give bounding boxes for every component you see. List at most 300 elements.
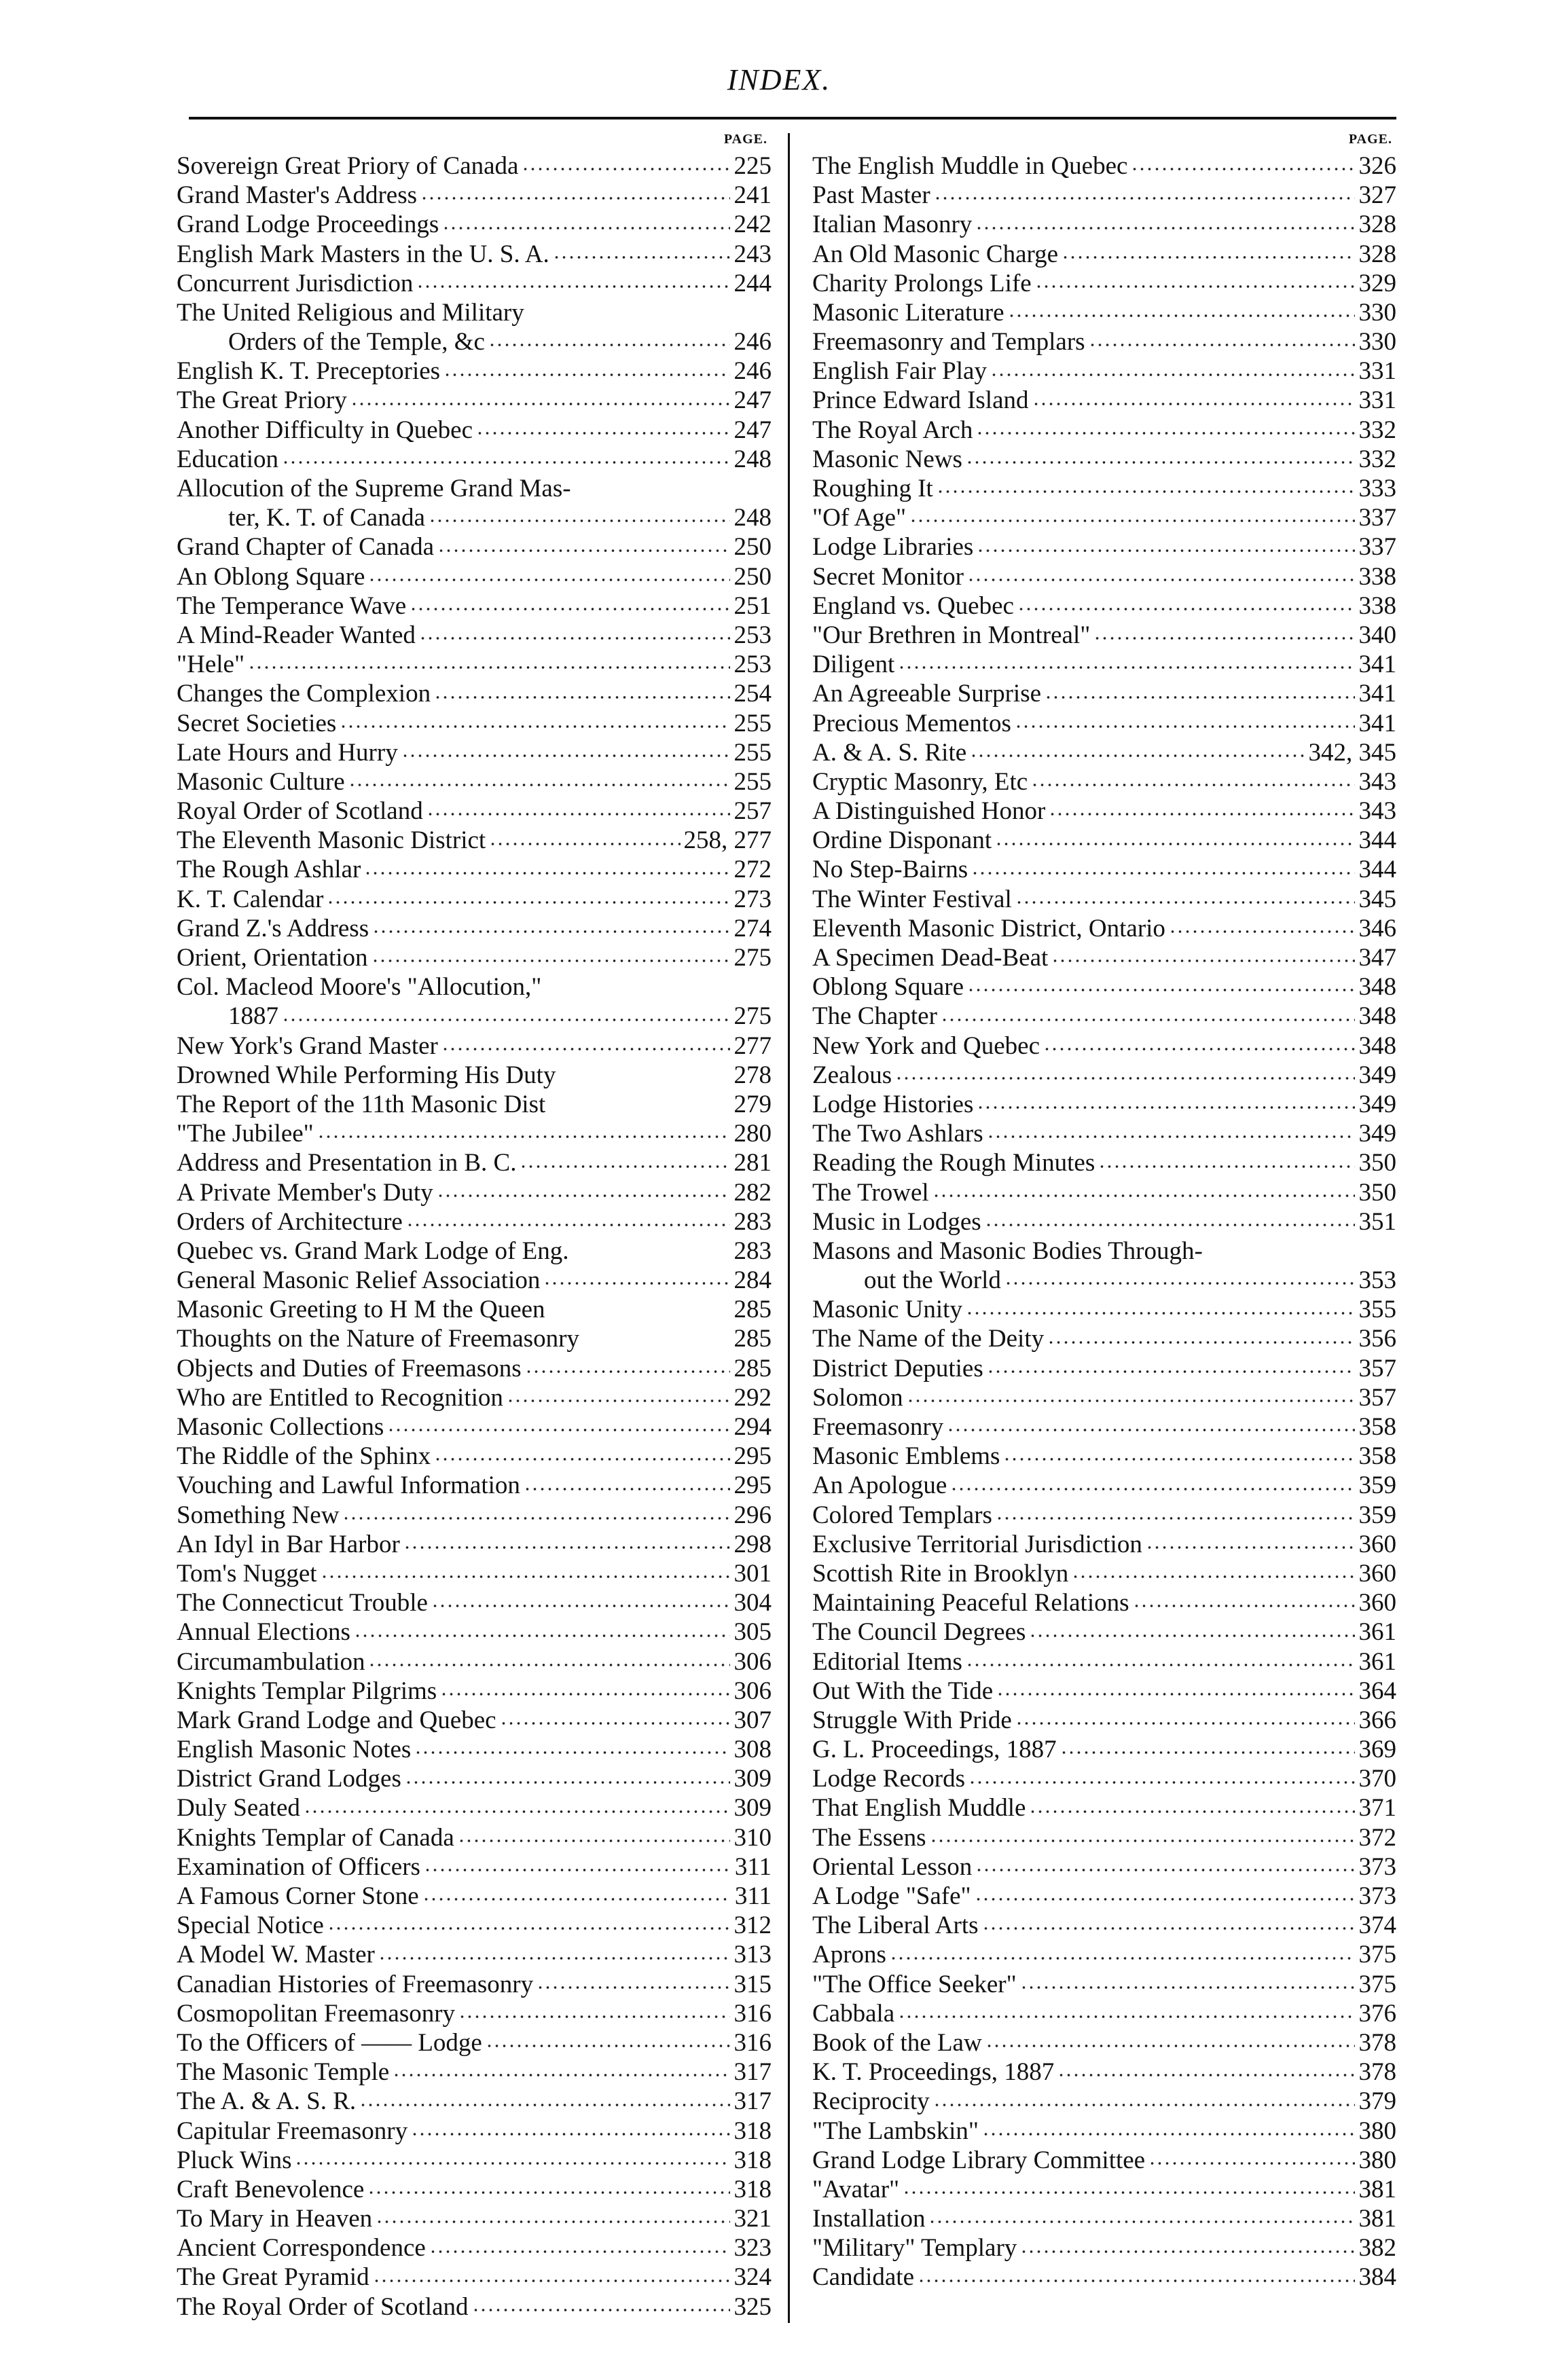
entry-page-number: 372 [1358, 1823, 1396, 1852]
index-entry [177, 797, 772, 826]
entry-title: That English Muddle [812, 1794, 1026, 1823]
index-entry [812, 1471, 1396, 1500]
entry-title: Reciprocity [812, 2087, 930, 2116]
dot-leader [990, 371, 1355, 379]
index-entry [177, 1354, 772, 1383]
entry-page-number: 348 [1358, 973, 1396, 1002]
dot-leader [1020, 1983, 1355, 1992]
entry-page-number: 248 [733, 445, 772, 473]
entry-title: Orient, Orientation [177, 944, 368, 972]
entry-title: Masonic Culture [177, 767, 345, 796]
index-entry [177, 1383, 772, 1412]
entry-title: Something New [177, 1501, 340, 1529]
dot-leader [295, 2159, 730, 2167]
entry-page-number: 381 [1358, 2205, 1396, 2233]
dot-leader [1031, 781, 1355, 789]
entry-title: Royal Order of Scotland [177, 797, 423, 826]
entry-title: G. L. Proceedings, 1887 [812, 1736, 1057, 1764]
dot-leader [342, 1514, 730, 1522]
dot-leader [898, 2013, 1355, 2021]
entry-page-number: 321 [733, 2205, 772, 2233]
index-entry [177, 532, 772, 562]
entry-page-number: 248 [733, 504, 772, 532]
dot-leader [378, 1954, 730, 1962]
dot-leader [416, 282, 730, 291]
dot-leader [437, 547, 730, 555]
index-entry [177, 562, 772, 591]
entry-title: A Private Member's Duty [177, 1178, 433, 1207]
entry-page-number: 282 [733, 1178, 772, 1207]
dot-leader [422, 1895, 730, 1903]
index-entry [177, 679, 772, 708]
index-entry [177, 2204, 772, 2233]
index-list-left [177, 151, 772, 2322]
dot-leader [376, 2218, 730, 2226]
index-entry [812, 679, 1396, 708]
index-entry [812, 1148, 1396, 1177]
index-entry [812, 709, 1396, 738]
dot-leader [976, 429, 1355, 437]
entry-title: K. T. Proceedings, 1887 [812, 2058, 1055, 2087]
index-entry [812, 2233, 1396, 2263]
index-entry [812, 1852, 1396, 1882]
entry-title: Orders of Architecture [177, 1207, 403, 1236]
entry-page-number: 285 [733, 1296, 772, 1324]
dot-leader [359, 2101, 730, 2109]
index-entry [812, 1677, 1396, 1706]
entry-page-number: 274 [733, 914, 772, 942]
entry-title: Lodge Histories [812, 1090, 974, 1118]
index-entry [177, 1559, 772, 1588]
dot-leader [524, 1485, 730, 1493]
dot-leader [975, 1866, 1355, 1874]
index-entry [812, 445, 1396, 474]
dot-leader [282, 458, 730, 466]
dot-leader [368, 1661, 730, 1669]
index-entry [177, 1325, 772, 1354]
entry-page-number: 331 [1358, 357, 1396, 386]
entry-title: The Two Ashlars [812, 1120, 983, 1148]
entry-title: Col. Macleod Moore's "Allocution," [177, 973, 542, 1002]
entry-page-number: 278 [733, 1061, 772, 1089]
dot-leader [1004, 1279, 1355, 1287]
entry-page-number: 316 [733, 1999, 772, 2028]
entry-title: Oriental Lesson [812, 1852, 973, 1881]
dot-leader [1029, 1632, 1355, 1640]
entry-title: The A. & A. S. R. [177, 2087, 357, 2116]
entry-page-number: 340 [1358, 621, 1396, 649]
index-entry [812, 386, 1396, 416]
dot-leader [406, 1221, 730, 1229]
index-entry [812, 1794, 1396, 1823]
index-entry [812, 240, 1396, 269]
index-entry [177, 1178, 772, 1207]
entry-page-number: 360 [1358, 1530, 1396, 1558]
entry-page-number: 295 [733, 1471, 772, 1500]
entry-page-number: 328 [1358, 210, 1396, 239]
entry-page-number: 311 [734, 1882, 772, 1911]
entry-title: Lodge Records [812, 1765, 966, 1793]
index-entry [812, 1882, 1396, 1911]
dot-leader [937, 488, 1355, 496]
entry-title: Freemasonry [812, 1413, 944, 1442]
dot-leader [918, 2277, 1355, 2285]
dot-leader [525, 1368, 730, 1376]
entry-title: Reading the Rough Minutes [812, 1149, 1095, 1177]
index-entry [177, 2028, 772, 2057]
entry-page-number: 357 [1358, 1354, 1396, 1383]
index-entry [177, 240, 772, 269]
entry-page-number: 349 [1358, 1090, 1396, 1118]
entry-title: A Famous Corner Stone [177, 1882, 419, 1911]
entry-page-number: 244 [733, 269, 772, 297]
entry-title: Charity Prolongs Life [812, 269, 1032, 297]
dot-leader [1020, 2248, 1355, 2256]
entry-page-number: 284 [733, 1266, 772, 1295]
index-entry [177, 650, 772, 679]
entry-title: Oblong Square [812, 973, 964, 1002]
dot-leader [282, 1016, 730, 1024]
entry-page-number: 374 [1358, 1911, 1396, 1940]
entry-title: District Grand Lodges [177, 1765, 401, 1793]
entry-page-number: 298 [733, 1530, 772, 1558]
dot-leader [995, 840, 1355, 848]
index-entry [177, 269, 772, 298]
entry-page-number: 378 [1358, 2028, 1396, 2057]
dot-leader [488, 341, 730, 349]
index-entry [177, 2057, 772, 2087]
dot-leader [507, 1397, 730, 1405]
dot-leader [327, 1924, 730, 1933]
dot-leader [248, 663, 730, 672]
index-entry [812, 532, 1396, 562]
dot-leader [373, 2277, 730, 2285]
entry-page-number: 309 [733, 1794, 772, 1823]
dot-leader [372, 957, 730, 965]
dot-leader [575, 488, 730, 496]
index-entry [812, 416, 1396, 445]
index-entry [812, 1325, 1396, 1354]
entry-page-number: 360 [1358, 1589, 1396, 1617]
dot-leader [975, 1895, 1355, 1903]
entry-page-number: 247 [733, 416, 772, 444]
dot-leader [321, 1573, 730, 1581]
entry-title: Secret Societies [177, 709, 337, 737]
index-entry [177, 1471, 772, 1500]
index-entry [812, 943, 1396, 972]
index-entry [812, 1911, 1396, 1940]
index-entry [812, 1295, 1396, 1324]
dot-leader [1146, 1543, 1355, 1552]
index-entry [177, 181, 772, 210]
entry-title: Orders of the Temple, &c [228, 328, 485, 356]
dot-leader [985, 1221, 1355, 1229]
index-entry [812, 562, 1396, 591]
dot-leader [340, 722, 730, 731]
entry-page-number: 317 [733, 2087, 772, 2116]
entry-title: Masons and Masonic Bodies Through- [812, 1237, 1203, 1265]
entry-title: An Old Masonic Charge [812, 240, 1059, 268]
entry-title: Freemasonry and Templars [812, 328, 1085, 356]
entry-page-number: 379 [1358, 2087, 1396, 2116]
entry-page-number: 285 [733, 1354, 772, 1383]
entry-title: Mark Grand Lodge and Quebec [177, 1706, 496, 1734]
dot-leader [1098, 1162, 1355, 1171]
entry-title: Cryptic Masonry, Etc [812, 767, 1028, 796]
index-column-left [177, 131, 772, 2322]
dot-leader [348, 781, 730, 789]
entry-title: England vs. Quebec [812, 591, 1014, 620]
dot-leader [1003, 1455, 1355, 1463]
index-entry [177, 1970, 772, 1999]
entry-title: "The Lambskin" [812, 2117, 979, 2145]
index-entry [812, 356, 1396, 386]
index-entry [177, 1882, 772, 1911]
entry-page-number: 242 [733, 210, 772, 239]
entry-page-number: 348 [1358, 1002, 1396, 1031]
entry-page-number: 330 [1358, 328, 1396, 356]
entry-page-number: 331 [1358, 386, 1396, 415]
entry-page-number: 246 [733, 357, 772, 386]
dot-leader [327, 898, 730, 907]
entry-title: "The Office Seeker" [812, 1970, 1017, 1998]
entry-title: Concurrent Jurisdiction [177, 269, 414, 297]
entry-title: English Mark Masters in the U. S. A. [177, 240, 549, 268]
entry-page-number: 356 [1358, 1325, 1396, 1353]
index-entry [812, 856, 1396, 885]
dot-leader [907, 1397, 1355, 1405]
entry-page-number: 326 [1358, 151, 1396, 180]
entry-title: The Trowel [812, 1178, 929, 1207]
entry-page-number: 360 [1358, 1559, 1396, 1588]
dot-leader [419, 634, 730, 642]
entry-page-number: 310 [733, 1823, 772, 1852]
entry-page-number: 255 [733, 709, 772, 737]
entry-title: A. & A. S. Rite [812, 738, 967, 767]
index-entry [812, 1178, 1396, 1207]
entry-title: A Mind-Reader Wanted [177, 621, 416, 649]
index-entry [177, 1764, 772, 1793]
dot-leader [966, 458, 1355, 466]
entry-title: District Deputies [812, 1354, 983, 1383]
index-entry [177, 474, 772, 503]
page-title: INDEX. [727, 63, 831, 96]
dot-leader [442, 224, 730, 232]
entry-page-number: 327 [1358, 181, 1396, 210]
dot-leader [1008, 312, 1355, 320]
entry-title: A Distinguished Honor [812, 797, 1046, 826]
index-entry [177, 2146, 772, 2175]
entry-page-number: 332 [1358, 416, 1396, 444]
index-entry [812, 2087, 1396, 2116]
entry-page-number: 283 [733, 1207, 772, 1236]
index-entry [812, 1383, 1396, 1412]
entry-page-number: 277 [733, 1031, 772, 1060]
index-entry [177, 1999, 772, 2028]
entry-page-number: 375 [1358, 1941, 1396, 1969]
index-entry [177, 416, 772, 445]
entry-title: Late Hours and Hurry [177, 738, 398, 767]
entry-title: The Liberal Arts [812, 1911, 979, 1940]
entry-title: Precious Mementos [812, 709, 1011, 737]
entry-title: An Idyl in Bar Harbor [177, 1530, 400, 1558]
index-entry [812, 2028, 1396, 2057]
entry-title: Secret Monitor [812, 562, 964, 591]
dot-leader [434, 693, 730, 701]
entry-title: To the Officers of —— Lodge [177, 2028, 482, 2057]
index-entry [812, 269, 1396, 298]
dot-leader [968, 1778, 1355, 1787]
page-column-heading: PAGE. [1348, 132, 1392, 147]
index-entry [177, 767, 772, 797]
index-entry [812, 1764, 1396, 1793]
index-entry [812, 591, 1396, 621]
entry-page-number: 333 [1358, 475, 1396, 503]
index-entry [812, 1442, 1396, 1471]
entry-page-number: 347 [1358, 944, 1396, 972]
dot-leader [1169, 928, 1355, 936]
entry-page-number: 250 [733, 562, 772, 591]
dot-leader [996, 1514, 1355, 1522]
index-entry [812, 650, 1396, 679]
dot-leader [1045, 693, 1355, 701]
dot-leader [393, 2071, 730, 2079]
dot-leader [977, 1103, 1355, 1112]
entry-page-number: 305 [733, 1618, 772, 1647]
index-entry [177, 738, 772, 767]
index-entry [177, 445, 772, 474]
dot-leader [429, 2248, 730, 2256]
entry-title: Circumambulation [177, 1647, 365, 1676]
index-entry [812, 1823, 1396, 1852]
index-entry [812, 797, 1396, 826]
entry-page-number: 292 [733, 1383, 772, 1412]
dot-leader [909, 517, 1355, 525]
dot-leader [1049, 810, 1355, 818]
dot-leader [930, 1837, 1356, 1845]
dot-leader [420, 194, 730, 202]
entry-title: Drowned While Performing His Duty [177, 1061, 556, 1089]
index-entry [177, 2175, 772, 2204]
index-entry [177, 151, 772, 181]
dot-leader [427, 810, 730, 818]
entry-title: Cosmopolitan Freemasonry [177, 1999, 456, 2028]
index-entry [177, 1090, 772, 1119]
index-entry [177, 2117, 772, 2146]
entry-title: The Royal Order of Scotland [177, 2292, 469, 2321]
dot-leader [304, 1808, 730, 1816]
entry-page-number: 308 [733, 1736, 772, 1764]
entry-title: Pluck Wins [177, 2146, 292, 2174]
entry-page-number: 346 [1358, 914, 1396, 942]
entry-page-number: 364 [1358, 1677, 1396, 1705]
dot-leader [890, 1954, 1355, 1962]
entry-page-number: 384 [1358, 2263, 1396, 2292]
entry-page-number: 250 [733, 533, 772, 562]
index-entry [812, 1031, 1396, 1061]
dot-leader [975, 224, 1355, 232]
dot-leader [1062, 253, 1355, 261]
dot-leader [1072, 1573, 1355, 1581]
dot-leader [950, 1485, 1355, 1493]
entry-page-number: 380 [1358, 2146, 1396, 2174]
entry-page-number: 307 [733, 1706, 772, 1734]
entry-title: The Name of the Deity [812, 1325, 1045, 1353]
index-list-right [812, 151, 1396, 2292]
entry-page-number: 337 [1358, 504, 1396, 532]
index-entry [812, 151, 1396, 181]
entry-page-number: 328 [1358, 240, 1396, 268]
dot-leader [431, 1602, 730, 1610]
entry-page-number: 361 [1358, 1618, 1396, 1647]
dot-leader [440, 1690, 730, 1698]
entry-page-number: 280 [733, 1120, 772, 1148]
entry-title: Past Master [812, 181, 930, 210]
entry-title: Another Difficulty in Quebec [177, 416, 473, 444]
index-entry [177, 1706, 772, 1735]
dot-leader [1148, 2159, 1355, 2167]
dot-leader [520, 1162, 730, 1171]
index-entry [177, 1501, 772, 1530]
dot-leader [441, 1045, 730, 1053]
entry-title: 1887 [228, 1002, 278, 1031]
dot-leader [489, 840, 680, 848]
dot-leader [458, 1837, 730, 1845]
index-entry [177, 1940, 772, 1969]
entry-page-number: 253 [733, 621, 772, 649]
index-entry [177, 1677, 772, 1706]
dot-leader [486, 2042, 730, 2050]
index-entry [812, 1090, 1396, 1119]
dot-leader [350, 400, 730, 408]
index-entry [177, 210, 772, 239]
entry-title: The Riddle of the Sphinx [177, 1442, 431, 1471]
dot-leader [933, 2101, 1355, 2109]
index-entry [812, 972, 1396, 1002]
entry-title: "Our Brethren in Montreal" [812, 621, 1091, 649]
entry-title: The English Muddle in Quebec [812, 151, 1128, 180]
column-divider [788, 133, 790, 2323]
entry-title: Masonic News [812, 445, 962, 473]
index-entry [812, 210, 1396, 239]
entry-title: Allocution of the Supreme Grand Mas- [177, 475, 571, 503]
entry-page-number: 311 [734, 1852, 772, 1881]
index-entry [812, 914, 1396, 943]
dot-leader [1015, 898, 1355, 907]
entry-page-number: 351 [1358, 1207, 1396, 1236]
entry-title: ter, K. T. of Canada [228, 504, 425, 532]
index-entry [177, 1237, 772, 1266]
entry-page-number: 304 [733, 1589, 772, 1617]
index-entry [177, 1442, 772, 1471]
dot-leader [987, 1368, 1355, 1376]
index-entry [177, 1852, 772, 1882]
entry-title: Struggle With Pride [812, 1706, 1012, 1734]
dot-leader [405, 1778, 730, 1787]
dot-leader [543, 1279, 730, 1287]
index-entry [177, 856, 772, 885]
entry-page-number: 253 [733, 651, 772, 679]
dot-leader [429, 517, 730, 525]
dot-leader [971, 869, 1355, 877]
index-entry [812, 1354, 1396, 1383]
dot-leader [947, 1426, 1355, 1434]
entry-title: Colored Templars [812, 1501, 992, 1529]
dot-leader [583, 1338, 730, 1347]
dot-leader [1093, 634, 1355, 642]
entry-title: Tom's Nugget [177, 1559, 317, 1588]
index-entry [177, 1617, 772, 1647]
